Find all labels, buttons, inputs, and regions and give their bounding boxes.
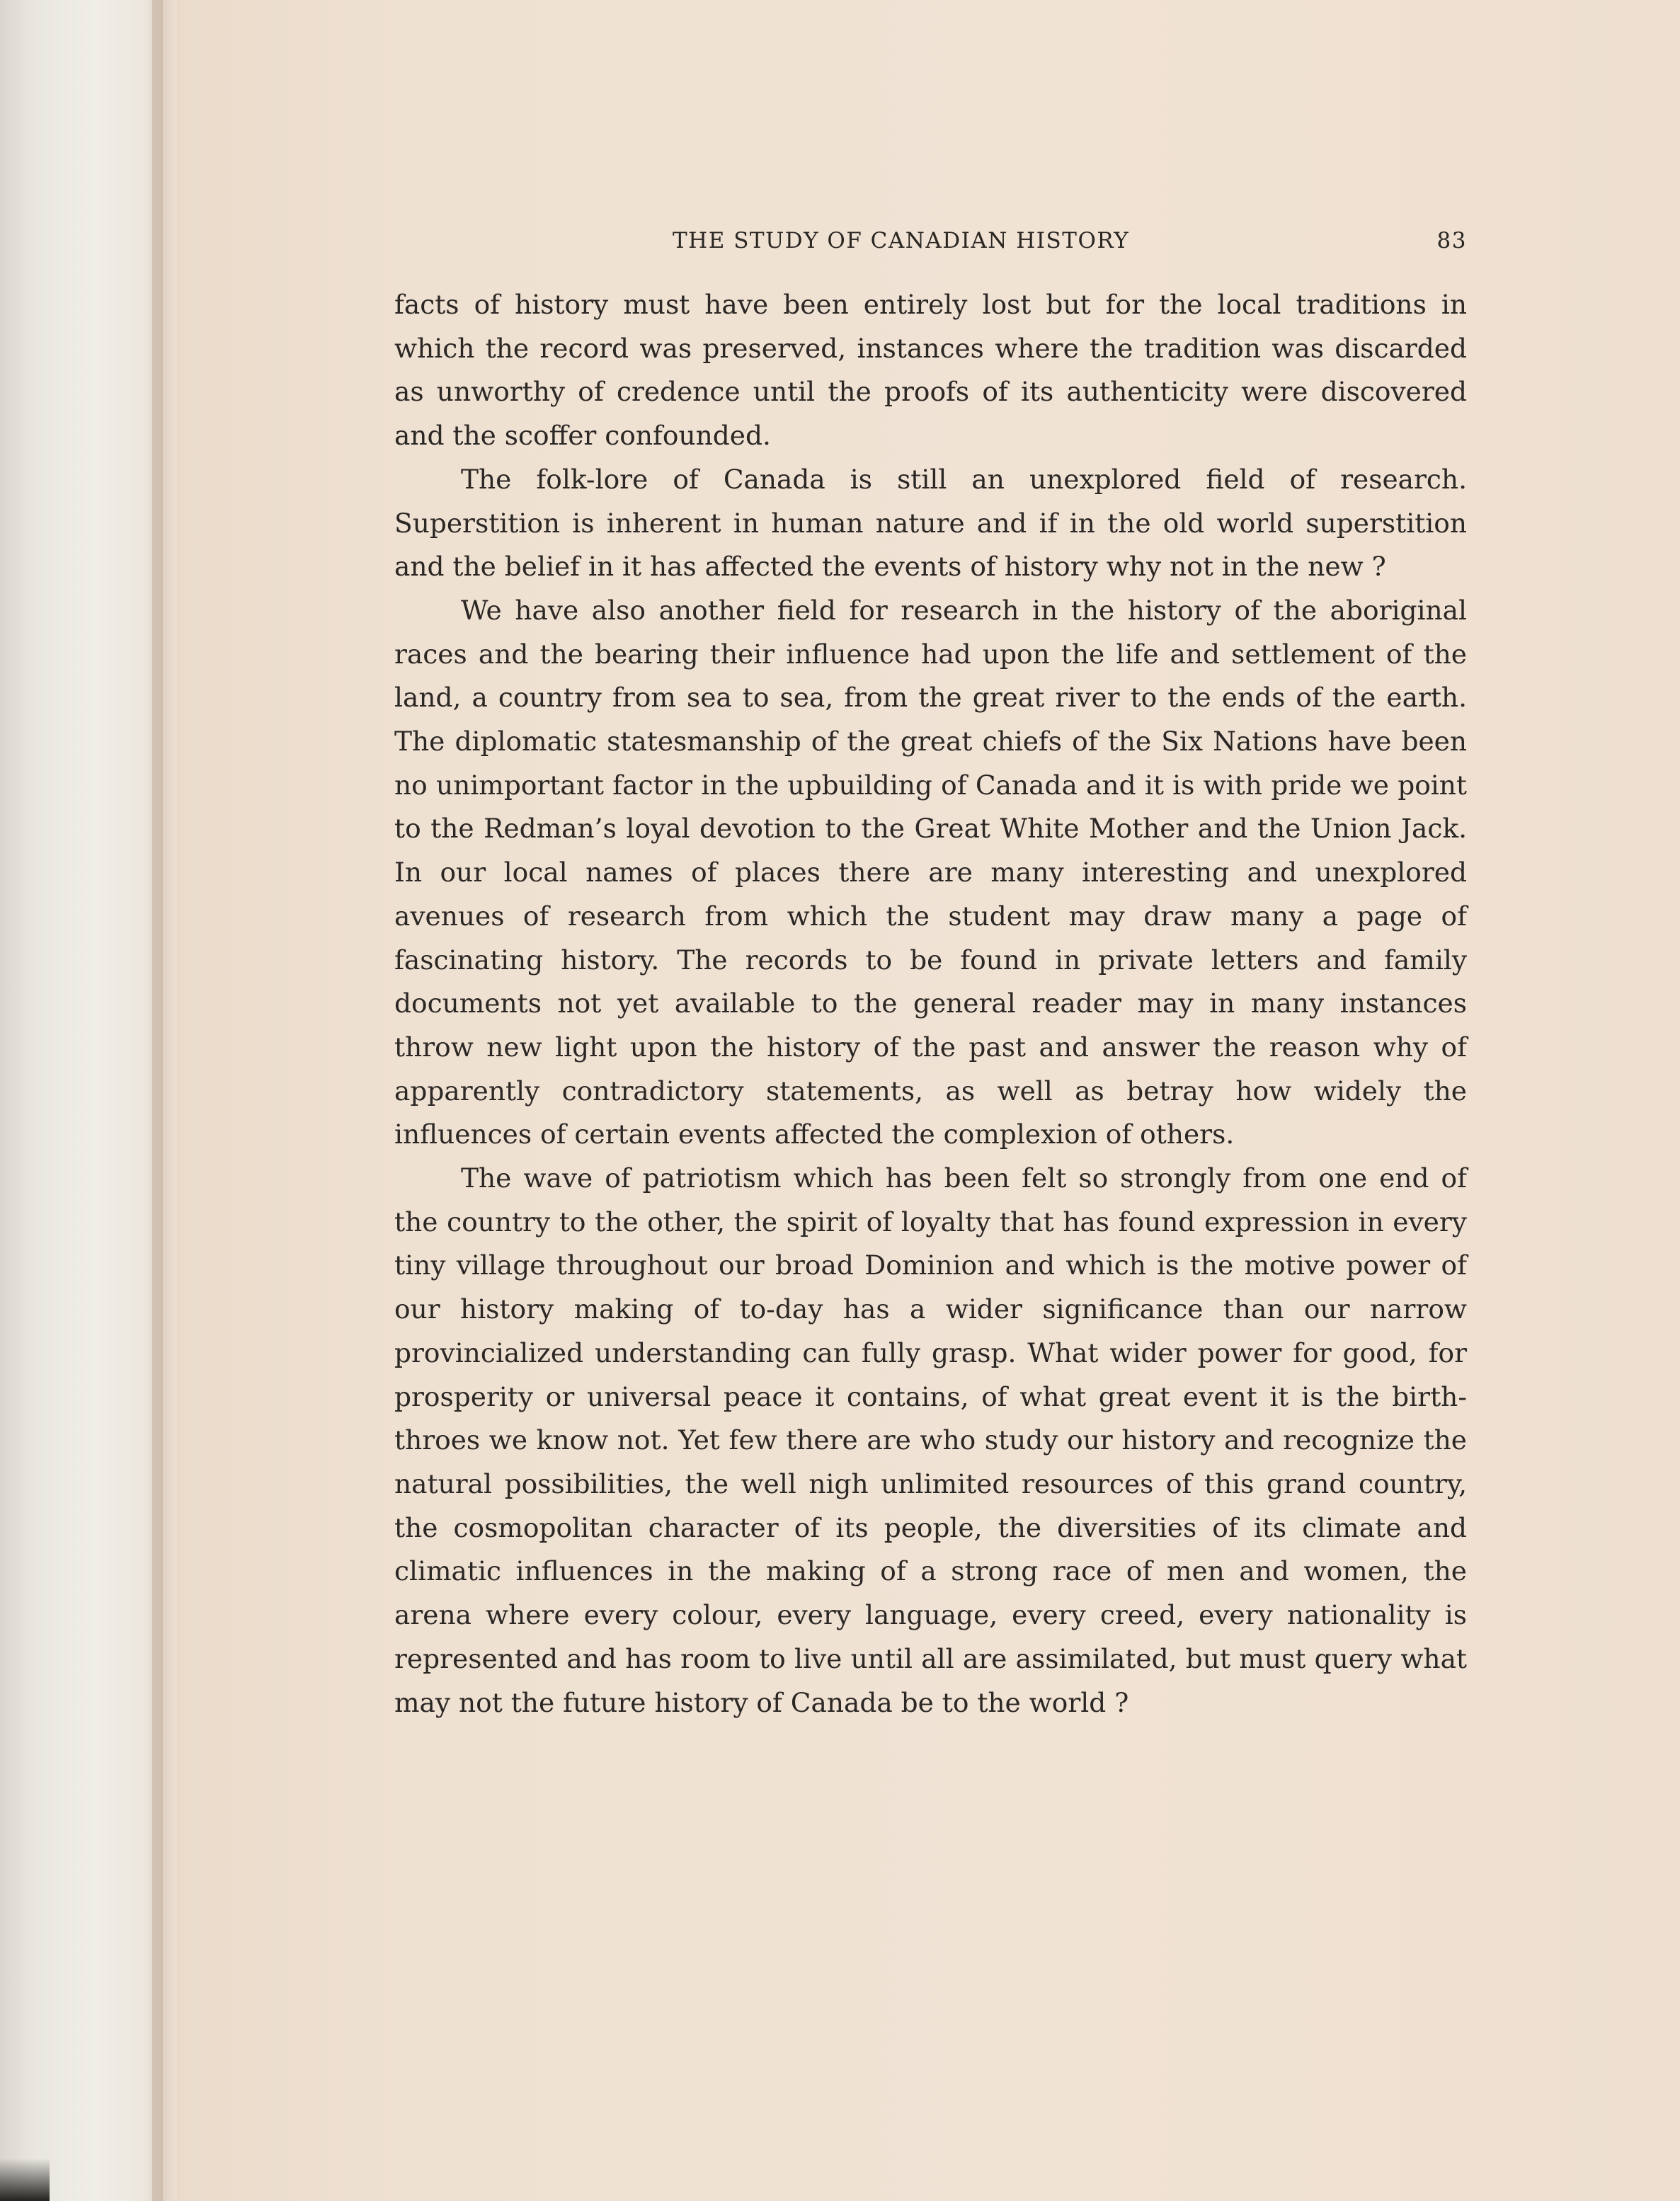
binding-gutter <box>0 0 163 2201</box>
running-header <box>673 228 1467 256</box>
paragraph-continuation: facts of history must have been entirely lost but for the local traditions in which the record was preserved, instances where the tradition was discarded as unworthy of credence until the proofs of its authenticity were discovered and the scoffer confounded. <box>394 289 1467 452</box>
page-fold-shadow <box>152 0 181 2201</box>
paragraph-folk-lore: The folk-lore of Canada is still an unexplored field of research. Superstition is inherent in human nature and if in the old world superstition and the belief in it has affected the events of history why not in the new ? <box>394 463 1467 583</box>
paragraph-patriotism: The wave of patriotism which has been felt so strongly from one end of the country to the other, the spirit of loyalty that has found expression in every tiny village throughout our broad Dominion and which is the motive power of our history making of to-day has a wider significance than our narrow provincialized understanding can fully grasp. What wider power for good, for prosperity or universal peace it contains, of what great event it is the birth-throes we know not. Yet few there are who study our history and recognize the natural possibilities, the well nigh unlimited resources of this grand country, the cosmopolitan character of its people, the diversities of its climate and climatic influences in the making of a strong race of men and women, the arena where every colour, every language, every creed, every nationality is represented and has room to live until all are assimilated, but must query what may not the future history of Canada be to the world ? <box>394 1162 1467 1718</box>
body-text <box>394 283 1467 1725</box>
paragraph-aboriginal-races: We have also another field for research in the history of the aboriginal races and the bearing their influence had upon the life and settlement of the land, a country from sea to sea, from the great river to the ends of the earth. The diplomatic statesmanship of the great chiefs of the Six Nations have been no unimportant factor in the upbuilding of Canada and it is with pride we point to the Redman’s loyal devotion to the Great White Mother and the Union Jack. In our local names of places there are many interesting and unexplored avenues of research from which the student may draw many a page of fascinating history. The records to be found in private letters and family documents not yet available to the general reader may in many instances throw new light upon the history of the past and answer the reason why of apparently contradictory statements, as well as betray how widely the influences of certain events affected the complexion of others. <box>394 594 1467 1150</box>
running-header-title: THE STUDY OF CANADIAN HISTORY <box>673 228 1130 253</box>
page-number: 83 <box>1436 228 1467 253</box>
binding-edge-shadow <box>0 2159 50 2201</box>
